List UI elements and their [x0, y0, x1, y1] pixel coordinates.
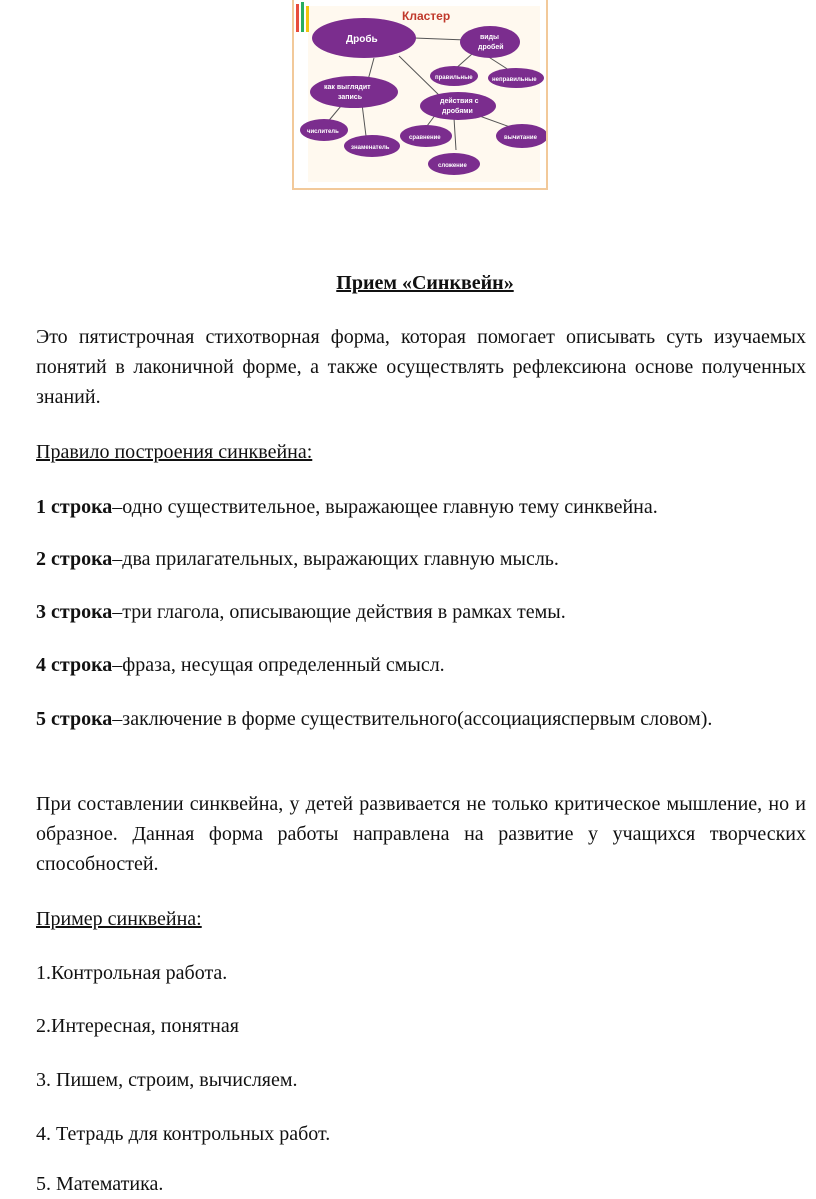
node-nepravilnye: [488, 68, 544, 88]
rule-text: –заключение в форме существительного(ассоциацияспервым словом).: [112, 708, 713, 730]
rule-label: 4 строка: [36, 654, 113, 676]
svg-text:Дробь: Дробь: [346, 34, 378, 45]
example-line-3: 3. Пишем, строим, вычисляем.: [36, 1069, 298, 1091]
node-sravnenie: [400, 125, 452, 147]
svg-text:сравнение: сравнение: [409, 135, 441, 141]
conclusion-paragraph: При составлении синквейна, у детей развивается не только критическое мышление, но и образное. Данная форма работы направлена на развитие у учащихся творческих способностей.: [36, 793, 806, 875]
node-znamenatel: [344, 135, 400, 157]
rule-label: 3 строка: [36, 601, 113, 623]
rule-line-2: [36, 544, 806, 574]
example-heading: Пример синквейна:: [36, 908, 202, 930]
rule-line-5: [36, 704, 756, 734]
svg-text:как выглядит: как выглядит: [324, 84, 371, 91]
node-pravilnye: [430, 66, 478, 86]
node-deystviya: [420, 92, 496, 120]
page-title: Прием «Синквейн»: [336, 272, 514, 294]
svg-text:дробей: дробей: [478, 44, 504, 51]
node-chislitel: [300, 119, 348, 141]
svg-text:неправильные: неправильные: [492, 77, 537, 83]
svg-text:правильные: правильные: [435, 75, 473, 81]
rule-text: –два прилагательных, выражающих главную мысль.: [112, 548, 559, 570]
node-slozhenie: [428, 153, 480, 175]
rule-line-4: [36, 650, 806, 680]
cluster-title: Кластер: [402, 9, 451, 23]
rule-heading: Правило построения синквейна:: [36, 441, 313, 463]
rule-label: 1 строка: [36, 496, 113, 518]
example-line-1: 1.Контрольная работа.: [36, 962, 228, 984]
example-line-4: 4. Тетрадь для контрольных работ.: [36, 1123, 331, 1145]
node-vidy-drobey: [460, 26, 520, 58]
node-drob: [312, 18, 416, 58]
rule-line-1: [36, 492, 806, 522]
node-kak-vyglyadit: [310, 76, 398, 108]
svg-text:вычитание: вычитание: [504, 135, 537, 141]
example-line-5: 5. Математика.: [36, 1173, 164, 1195]
rule-line-3: [36, 597, 806, 627]
intro-paragraph: Это пятистрочная стихотворная форма, которая помогает описывать суть изучаемых понятий в лаконичной форме, а также осуществлять рефлексиюна основе полученных знаний.: [36, 326, 806, 408]
example-line-2: 2.Интересная, понятная: [36, 1015, 239, 1037]
cluster-diagram: [294, 0, 548, 190]
svg-text:сложение: сложение: [438, 163, 467, 169]
svg-text:знаменатель: знаменатель: [351, 145, 390, 151]
rule-label: 5 строка: [36, 708, 113, 730]
node-vychitanie: [496, 124, 548, 148]
svg-text:действия с: действия с: [440, 98, 479, 105]
svg-text:числитель: числитель: [307, 129, 339, 135]
svg-text:виды: виды: [480, 34, 500, 41]
svg-text:дробями: дробями: [442, 108, 473, 115]
rule-text: –одно существительное, выражающее главную тему синквейна.: [112, 496, 658, 518]
rule-text: –фраза, несущая определенный смысл.: [112, 654, 445, 676]
cluster-figure: [292, 0, 548, 190]
rule-text: –три глагола, описывающие действия в рамках темы.: [112, 601, 566, 623]
svg-text:запись: запись: [338, 94, 363, 101]
rule-label: 2 строка: [36, 548, 113, 570]
